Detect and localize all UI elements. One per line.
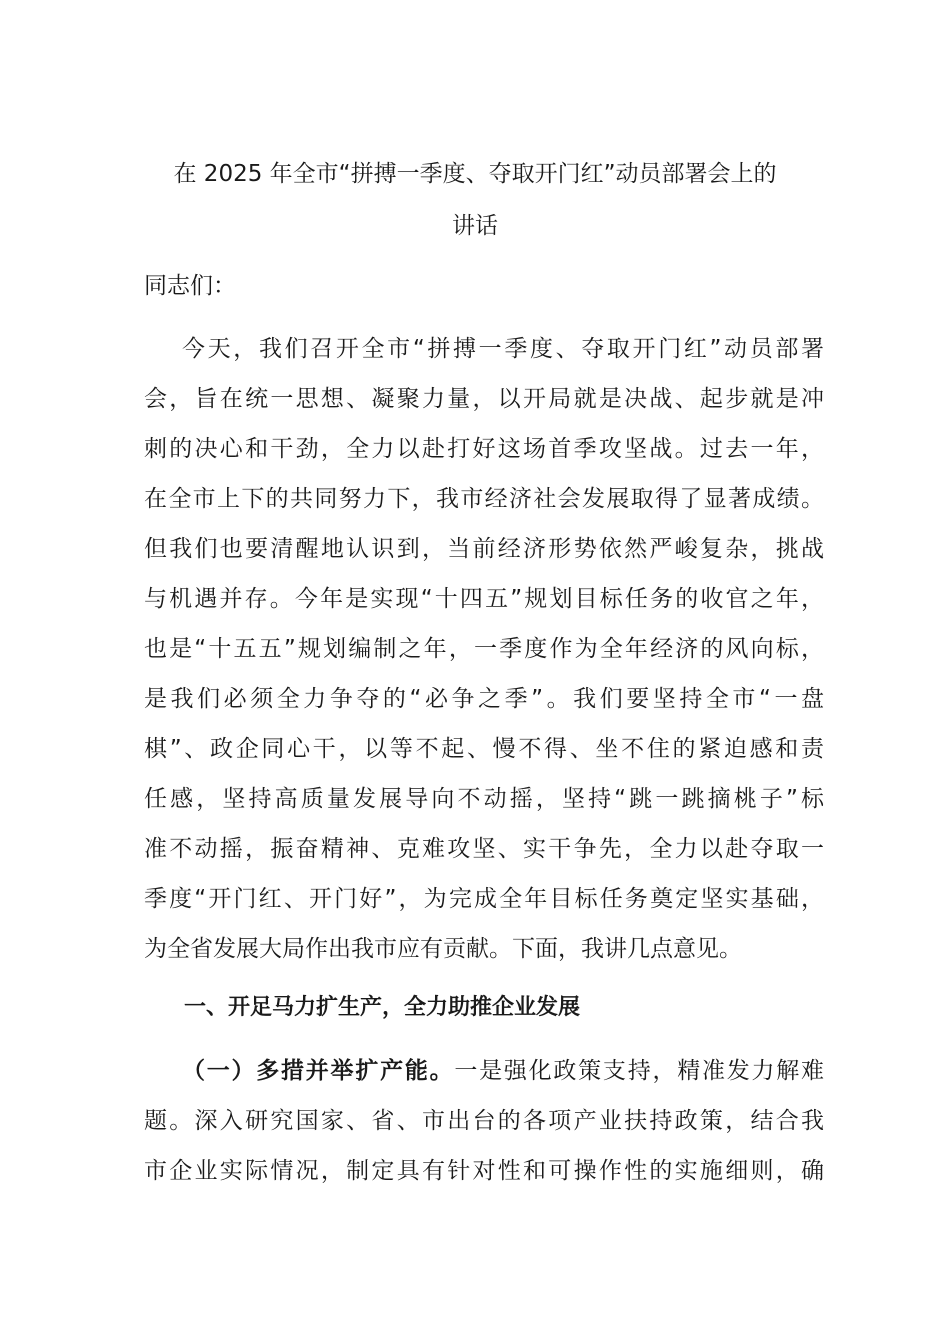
paragraph-line bbox=[144, 1046, 824, 1096]
paragraph-line: 刺的决心和干劲，全力以赴打好这场首季攻坚战。过去一年， bbox=[144, 436, 824, 462]
paragraph-line: 会，旨在统一思想、凝聚力量，以开局就是决战、起步就是冲 bbox=[144, 386, 824, 412]
paragraph-line: 题。深入研究国家、省、市出台的各项产业扶持政策，结合我 bbox=[144, 1108, 824, 1134]
paragraph-line: 在全市上下的共同努力下，我市经济社会发展取得了显著成绩。 bbox=[144, 486, 824, 512]
intro-paragraph bbox=[144, 324, 824, 974]
paragraph-line: 棋”、政企同心干，以等不起、慢不得、坐不住的紧迫感和责 bbox=[144, 736, 824, 762]
paragraph-line: 为全省发展大局作出我市应有贡献。下面，我讲几点意见。 bbox=[144, 936, 742, 962]
paragraph-line: 但我们也要清醒地认识到，当前经济形势依然严峻复杂，挑战 bbox=[144, 536, 824, 562]
document-title-line-1: 在 2025 年全市“拼搏一季度、夺取开门红”动员部署会上的 bbox=[173, 161, 777, 187]
paragraph-line: 季度“开门红、开门好”，为完成全年目标任务奠定坚实基础， bbox=[144, 886, 824, 912]
subsection-1-first-line-text: 一是强化政策支持，精准发力解难 bbox=[454, 1058, 825, 1084]
salutation: 同志们： bbox=[144, 273, 236, 299]
subsection-1-heading: （一）多措并举扩产能。 bbox=[182, 1058, 455, 1084]
paragraph-line: 也是“十五五”规划编制之年，一季度作为全年经济的风向标， bbox=[144, 636, 824, 662]
paragraph-line: 是我们必须全力争夺的“必争之季”。我们要坚持全市“一盘 bbox=[144, 686, 824, 712]
paragraph-line: 与机遇并存。今年是实现“十四五”规划目标任务的收官之年， bbox=[144, 586, 824, 612]
section-heading-1: 一、开足马力扩生产，全力助推企业发展 bbox=[184, 995, 581, 1020]
document-title-line-2: 讲话 bbox=[452, 213, 498, 239]
subsection-1-paragraph bbox=[144, 1046, 824, 1196]
paragraph-line: 准不动摇，振奋精神、克难攻坚、实干争先，全力以赴夺取一 bbox=[144, 836, 824, 862]
paragraph-line: 任感，坚持高质量发展导向不动摇，坚持“跳一跳摘桃子”标 bbox=[144, 786, 824, 812]
paragraph-line: 今天，我们召开全市“拼搏一季度、夺取开门红”动员部署 bbox=[182, 336, 824, 362]
paragraph-line: 市企业实际情况，制定具有针对性和可操作性的实施细则，确 bbox=[144, 1158, 824, 1184]
